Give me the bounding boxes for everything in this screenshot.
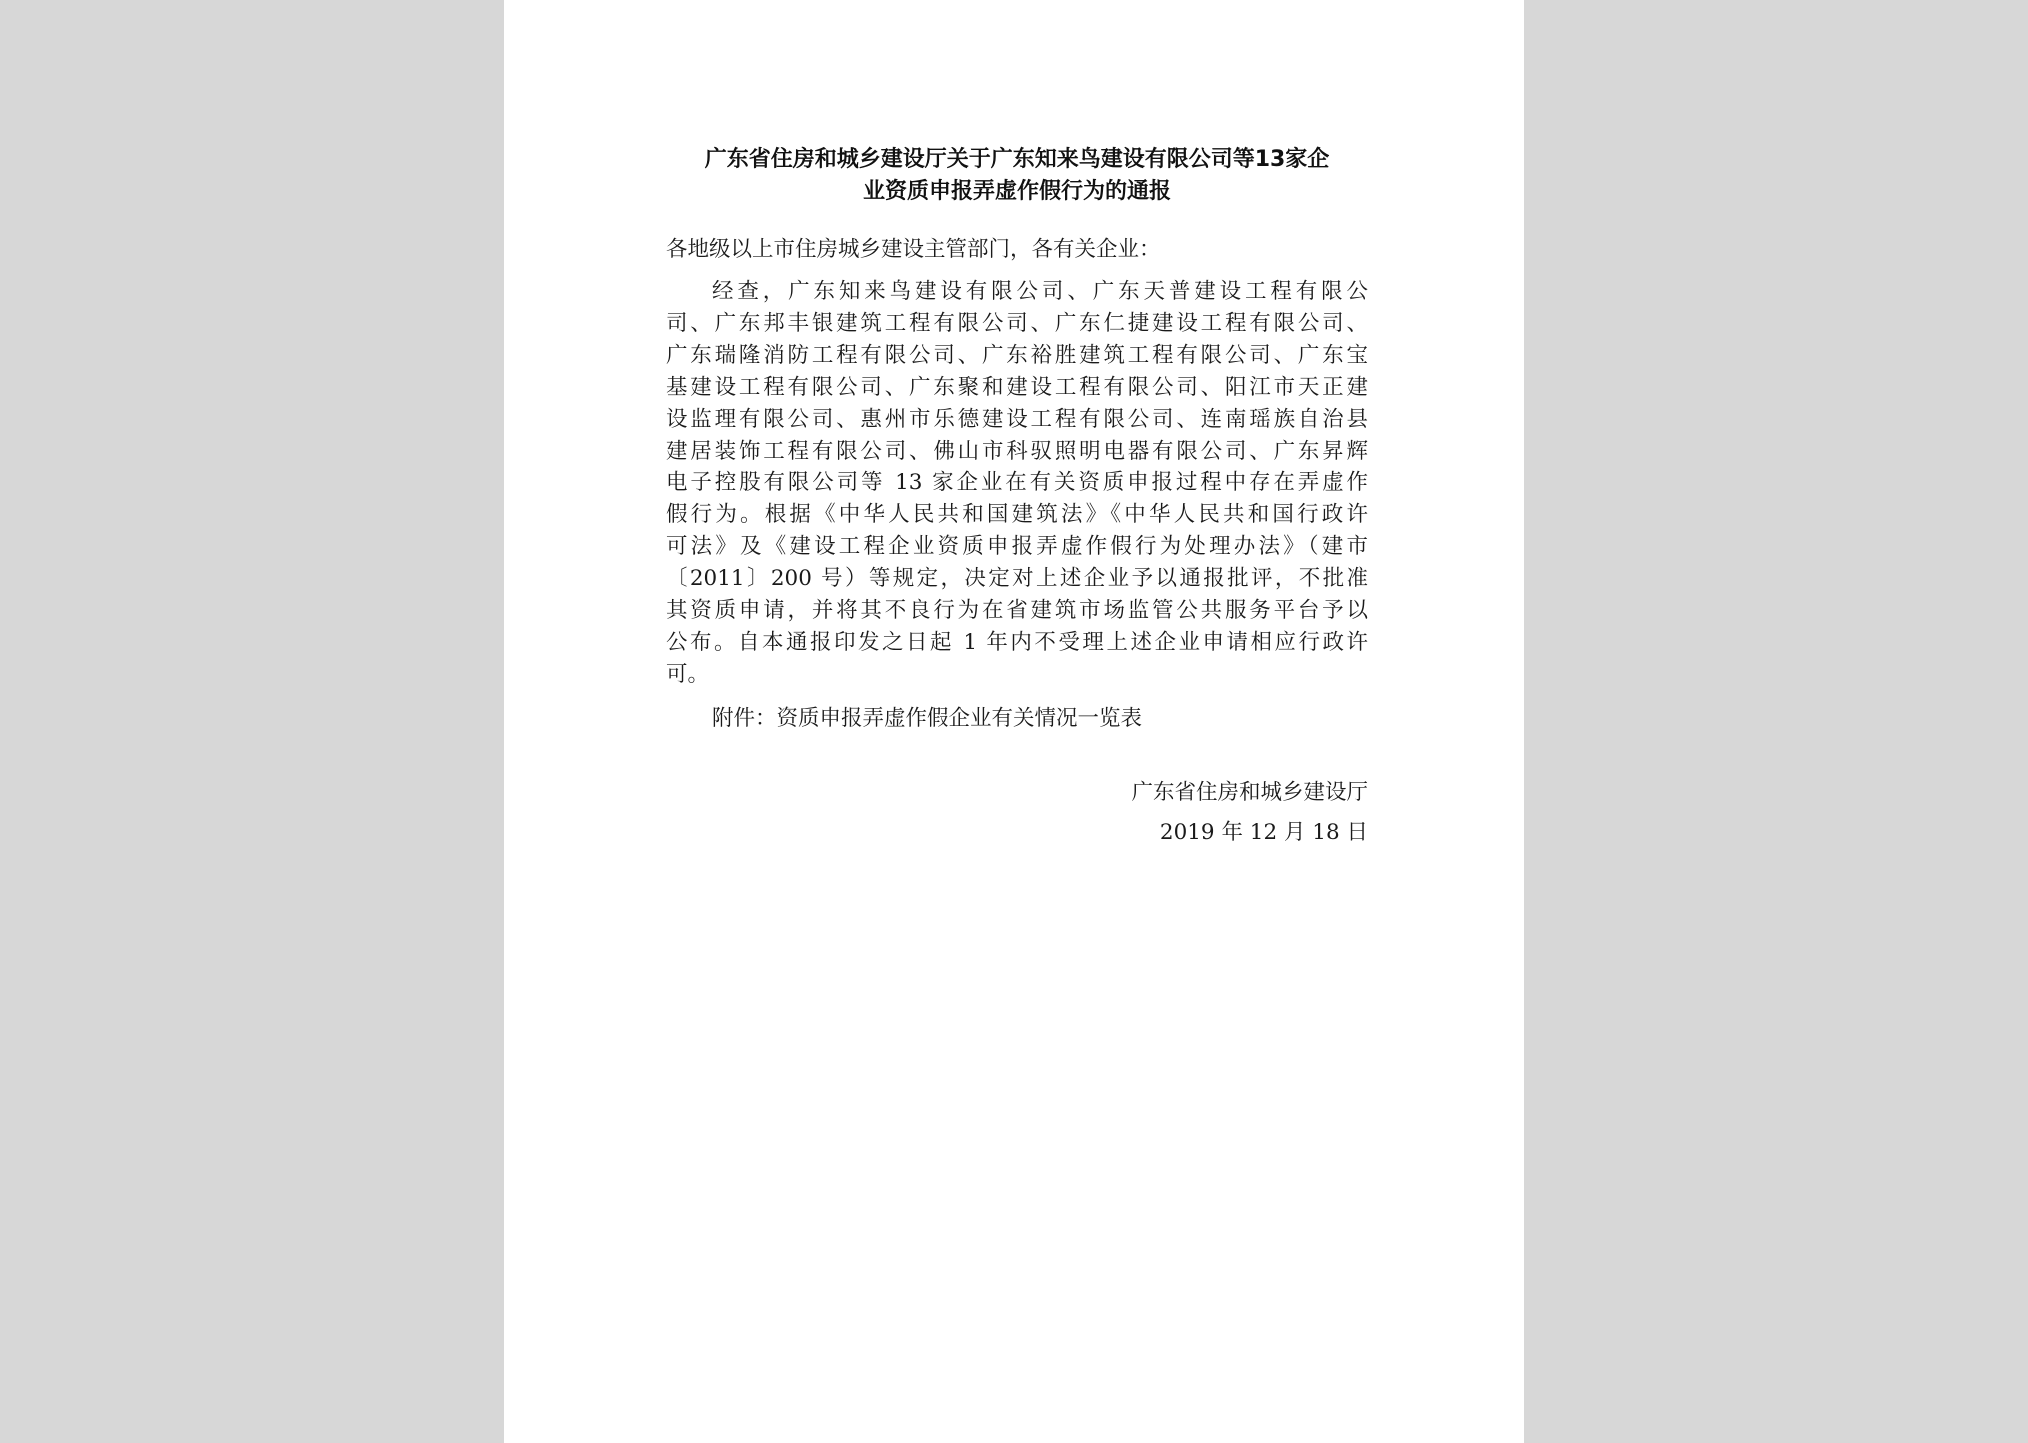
body-line: 电子控股有限公司等 13 家企业在有关资质申报过程中存在弄虚作 (666, 470, 1368, 496)
body-line: 公布。自本通报印发之日起 1 年内不受理上述企业申请相应行政许 (666, 629, 1368, 655)
body-line: 司、广东邦丰银建筑工程有限公司、广东仁捷建设工程有限公司、 (666, 310, 1368, 336)
document-page (504, 0, 1524, 1443)
signature-date: 2019 年 12 月 18 日 (1159, 819, 1368, 845)
body-line: 可。 (666, 661, 710, 687)
body-line: 经查，广东知来鸟建设有限公司、广东天普建设工程有限公 (712, 279, 1368, 304)
body-line: 基建设工程有限公司、广东聚和建设工程有限公司、阳江市天正建 (666, 374, 1368, 400)
body-line: 可法》及《建设工程企业资质申报弄虚作假行为处理办法》（建市 (666, 534, 1368, 560)
body-paragraph (666, 276, 1368, 691)
title-line-1: 广东省住房和城乡建设厅关于广东知来鸟建设有限公司等13家企 (704, 147, 1330, 172)
notice-content (666, 144, 1368, 853)
body-line: 广东瑞隆消防工程有限公司、广东裕胜建筑工程有限公司、广东宝 (666, 342, 1368, 368)
signature-organization: 广东省住房和城乡建设厅 (1131, 779, 1368, 805)
body-line: 建居装饰工程有限公司、佛山市科驭照明电器有限公司、广东昇辉 (666, 438, 1368, 464)
body-line: 其资质申请，并将其不良行为在省建筑市场监管公共服务平台予以 (666, 598, 1368, 624)
attachment-note: 附件：资质申报弄虚作假企业有关情况一览表 (712, 705, 1143, 731)
title-line-2: 业资质申报弄虚作假行为的通报 (862, 179, 1171, 204)
body-line: 假行为。根据《中华人民共和国建筑法》《中华人民共和国行政许 (666, 502, 1368, 528)
signature-block (666, 773, 1368, 853)
salutation: 各地级以上市住房城乡建设主管部门，各有关企业： (666, 237, 1161, 262)
body-line: 设监理有限公司、惠州市乐德建设工程有限公司、连南瑶族自治县 (666, 406, 1368, 432)
body-line: 〔2011〕200 号）等规定，决定对上述企业予以通报批评，不批准 (666, 566, 1368, 592)
document-title (666, 144, 1368, 208)
